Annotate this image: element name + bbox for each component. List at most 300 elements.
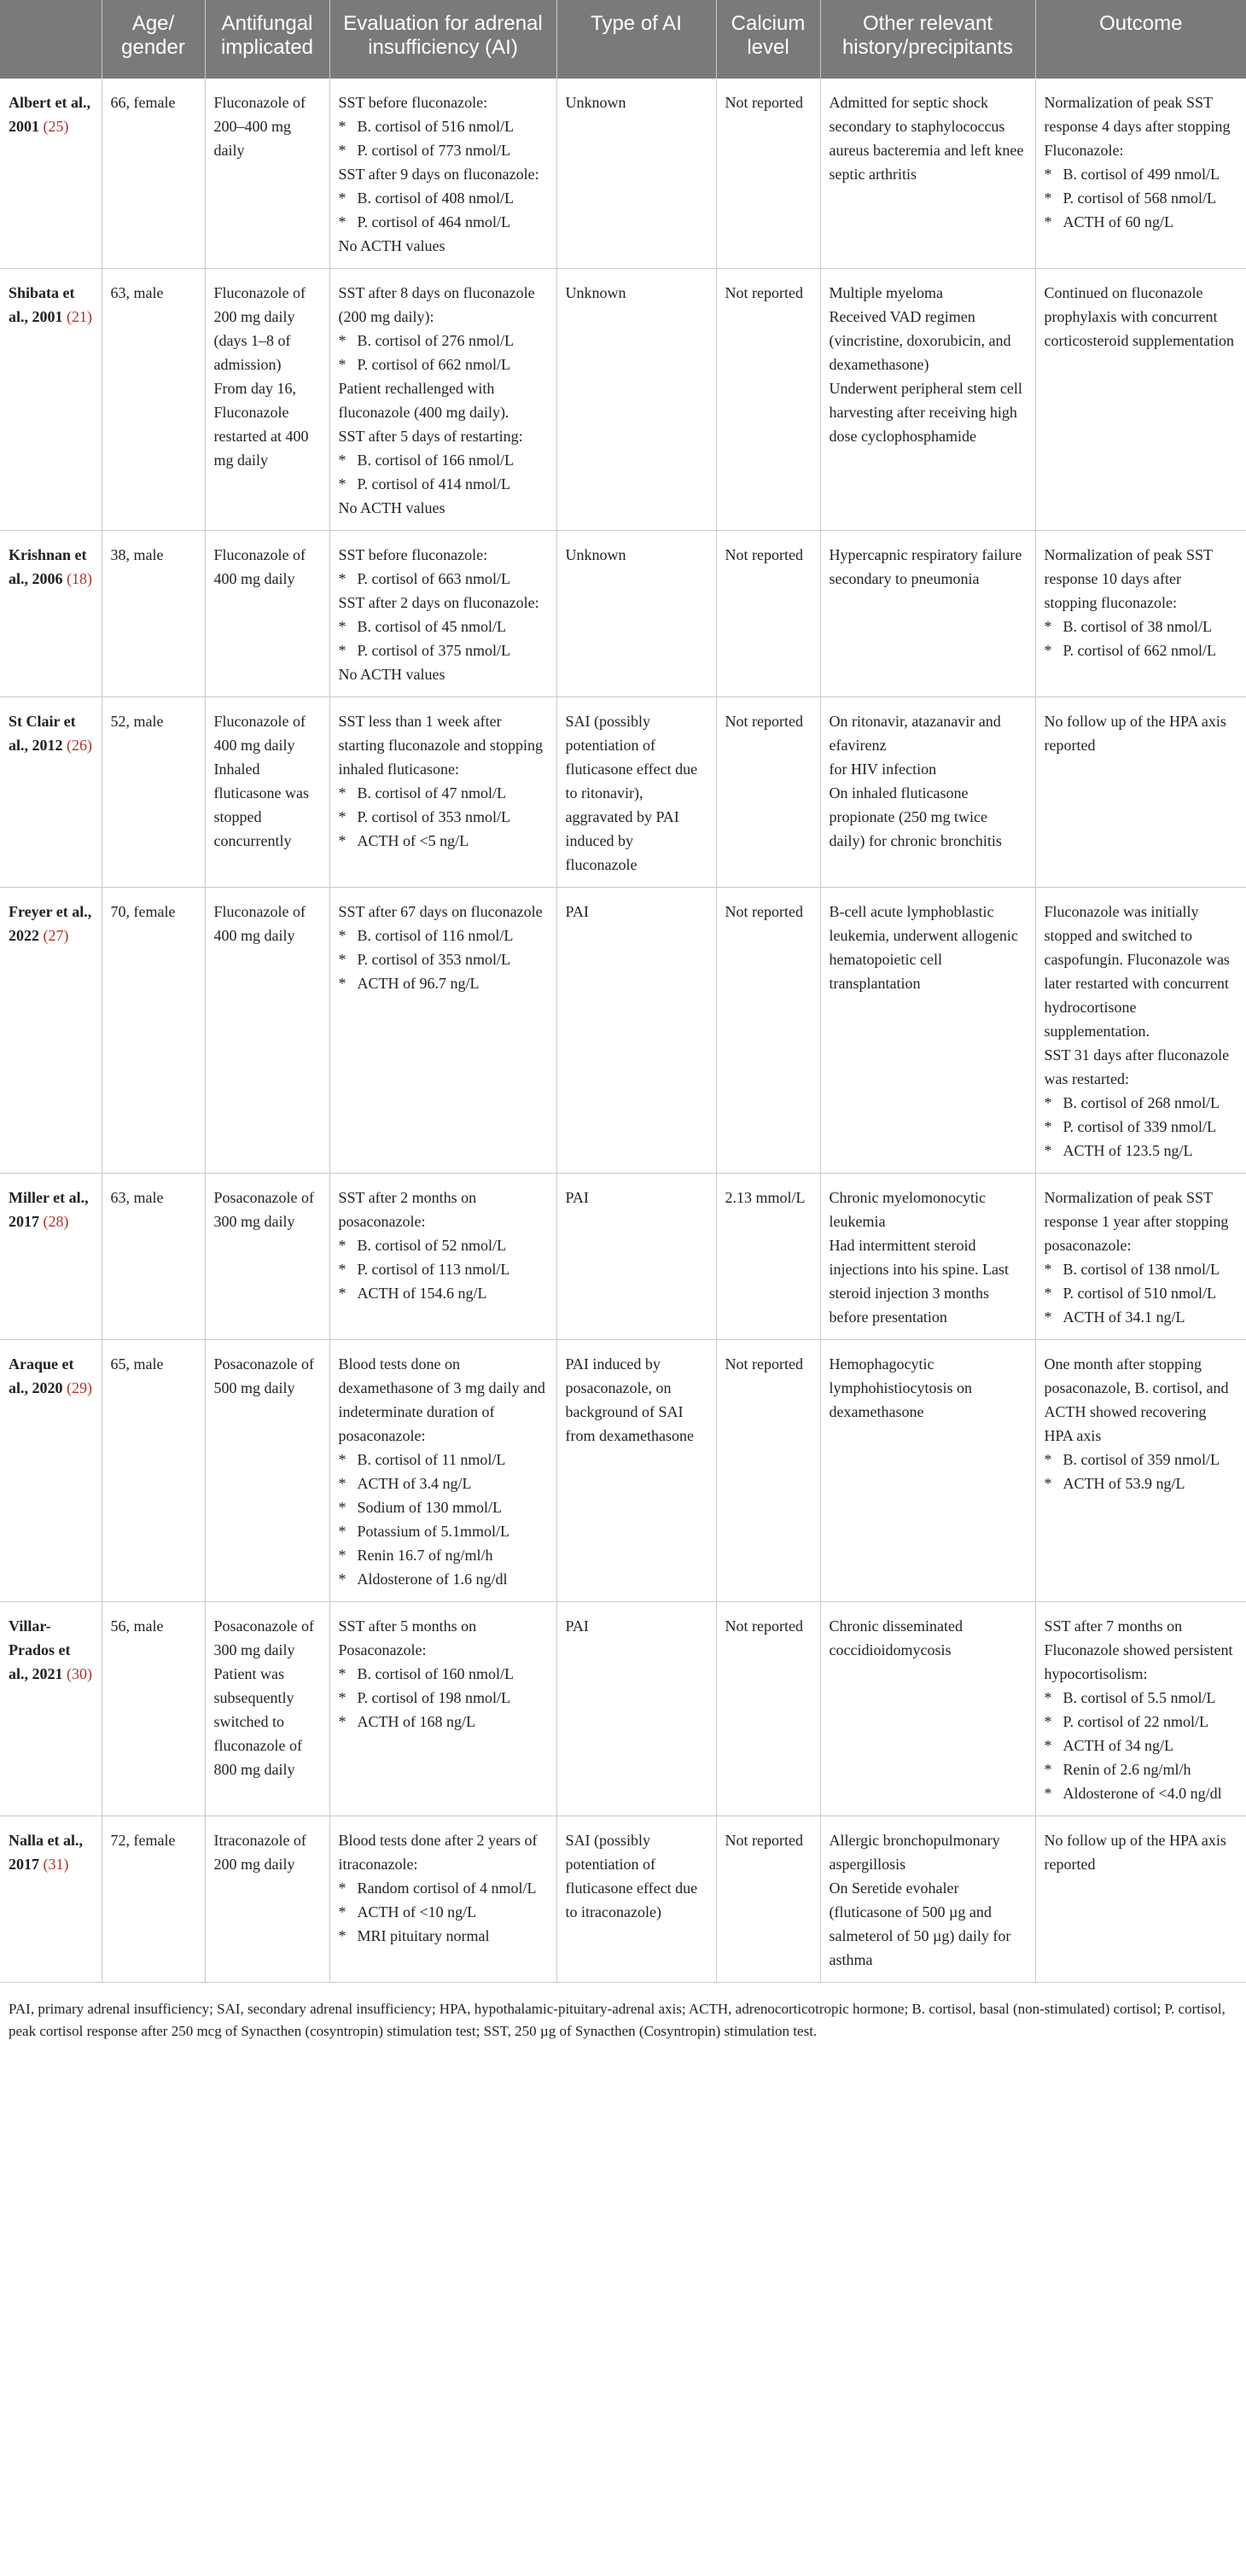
cell-study bbox=[0, 1174, 102, 1340]
cell-history bbox=[820, 697, 1035, 888]
table-header-row bbox=[0, 0, 1246, 79]
cell-line: No follow up of the HPA axis reported bbox=[1044, 713, 1226, 754]
cell-evaluation bbox=[329, 1816, 556, 1983]
cell-antifungal bbox=[205, 1602, 329, 1816]
bullet-text: ACTH of 34.1 ng/L bbox=[1063, 1308, 1185, 1326]
bullet-marker: * bbox=[338, 784, 346, 801]
cell-outcome bbox=[1035, 1816, 1246, 1983]
bullet-marker: * bbox=[338, 475, 346, 492]
header-age-gender: Age/ gender bbox=[102, 0, 205, 79]
bullet-marker: * bbox=[1044, 166, 1052, 183]
bullet-text: P. cortisol of 464 nmol/L bbox=[357, 213, 510, 230]
cell-history bbox=[820, 531, 1035, 697]
bullet-item bbox=[339, 1257, 548, 1281]
cell-line: Normalization of peak SST response 10 days after stopping fluconazole: bbox=[1044, 546, 1213, 611]
bullet-item bbox=[1045, 1305, 1238, 1329]
cell-antifungal bbox=[205, 888, 329, 1174]
bullet-item bbox=[339, 781, 548, 805]
cell-study bbox=[0, 1816, 102, 1983]
table-row bbox=[0, 1174, 1246, 1340]
cell-line: PAI induced by posaconazole, on background of SAI from dexamethasone bbox=[565, 1355, 694, 1444]
cell-line: SST after 5 months on Posaconazole: bbox=[338, 1617, 477, 1658]
cell-outcome bbox=[1035, 531, 1246, 697]
cell-line: PAI bbox=[565, 1189, 589, 1206]
cell-line: No ACTH values bbox=[338, 666, 445, 683]
cell-line: On ritonavir, atazanavir and efavirenz bbox=[829, 713, 1001, 754]
cell-outcome bbox=[1035, 1602, 1246, 1816]
bullet-text: Random cortisol of 4 nmol/L bbox=[357, 1880, 537, 1897]
cell-antifungal bbox=[205, 697, 329, 888]
table-row bbox=[0, 1602, 1246, 1816]
bullet-item bbox=[339, 1448, 548, 1472]
cell-line: Fluconazole of 400 mg daily bbox=[213, 713, 306, 754]
bullet-text: ACTH of 96.7 ng/L bbox=[357, 975, 480, 992]
cell-line: Normalization of peak SST response 1 year after stopping posaconazole: bbox=[1044, 1189, 1229, 1254]
cell-evaluation bbox=[329, 697, 556, 888]
cell-line: Posaconazole of 500 mg daily bbox=[213, 1355, 314, 1396]
bullet-marker: * bbox=[338, 642, 346, 659]
cell-outcome bbox=[1035, 888, 1246, 1174]
cell-line: SAI (possibly potentiation of fluticasone effect due to ritonavir), aggravated by PAI induced by fluconazole bbox=[565, 713, 698, 873]
bullet-text: P. cortisol of 773 nmol/L bbox=[357, 142, 510, 159]
cell-calcium: Not reported bbox=[716, 1602, 820, 1816]
bullet-text: B. cortisol of 45 nmol/L bbox=[357, 618, 506, 635]
bullet-text: ACTH of 60 ng/L bbox=[1063, 213, 1173, 230]
study-name: Krishnan et al., 2006 bbox=[9, 546, 87, 587]
bullet-text: P. cortisol of 198 nmol/L bbox=[357, 1689, 510, 1706]
cell-line: Fluconazole of 200 mg daily (days 1–8 of admission) bbox=[213, 284, 306, 373]
cell-outcome bbox=[1035, 1340, 1246, 1602]
cell-age-gender: 63, male bbox=[102, 1174, 205, 1340]
cell-line: SST after 8 days on fluconazole (200 mg daily): bbox=[338, 284, 535, 325]
table-row bbox=[0, 79, 1246, 269]
bullet-text: P. cortisol of 353 nmol/L bbox=[357, 808, 510, 825]
cell-history bbox=[820, 1816, 1035, 1983]
bullet-marker: * bbox=[1044, 1094, 1052, 1111]
bullet-item bbox=[1045, 1734, 1238, 1757]
bullet-item bbox=[1045, 1281, 1238, 1305]
cell-outcome bbox=[1035, 697, 1246, 888]
table-row bbox=[0, 1816, 1246, 1983]
bullet-item bbox=[1045, 210, 1238, 234]
cell-line: Unknown bbox=[565, 284, 626, 301]
bullet-marker: * bbox=[338, 118, 346, 135]
bullet-text: P. cortisol of 339 nmol/L bbox=[1063, 1118, 1216, 1135]
bullet-text: B. cortisol of 138 nmol/L bbox=[1063, 1261, 1220, 1278]
bullet-text: P. cortisol of 663 nmol/L bbox=[357, 570, 510, 587]
bullet-item bbox=[1045, 1781, 1238, 1805]
bullet-item bbox=[1045, 1139, 1238, 1163]
cell-line: PAI bbox=[565, 903, 589, 920]
cell-line: SST after 7 months on Fluconazole showed persistent hypocortisolism: bbox=[1044, 1617, 1233, 1682]
cell-age-gender: 65, male bbox=[102, 1340, 205, 1602]
bullet-item bbox=[339, 1900, 548, 1924]
cell-calcium: Not reported bbox=[716, 697, 820, 888]
study-name: Villar-Prados et al., 2021 bbox=[9, 1617, 71, 1682]
bullet-text: ACTH of <10 ng/L bbox=[357, 1903, 477, 1920]
bullet-text: B. cortisol of 11 nmol/L bbox=[357, 1451, 506, 1468]
bullet-marker: * bbox=[338, 332, 346, 349]
bullet-text: ACTH of 53.9 ng/L bbox=[1063, 1475, 1185, 1492]
cell-line: Blood tests done on dexamethasone of 3 mg daily and indeterminate duration of posaconazole: bbox=[338, 1355, 545, 1444]
reference-link[interactable]: (18) bbox=[67, 570, 93, 587]
cell-evaluation bbox=[329, 888, 556, 1174]
bullet-marker: * bbox=[1044, 642, 1052, 659]
bullet-marker: * bbox=[1044, 1118, 1052, 1135]
bullet-marker: * bbox=[338, 1713, 346, 1730]
cell-line: Multiple myeloma bbox=[829, 284, 943, 301]
bullet-marker: * bbox=[338, 452, 346, 469]
cell-outcome bbox=[1035, 79, 1246, 269]
cell-history bbox=[820, 888, 1035, 1174]
bullet-text: B. cortisol of 160 nmol/L bbox=[357, 1665, 514, 1682]
bullet-marker: * bbox=[338, 189, 346, 207]
cell-line: Continued on fluconazole prophylaxis with concurrent corticosteroid supplementation bbox=[1044, 284, 1234, 349]
cell-study bbox=[0, 79, 102, 269]
bullet-text: B. cortisol of 5.5 nmol/L bbox=[1063, 1689, 1216, 1706]
bullet-marker: * bbox=[338, 1880, 346, 1897]
bullet-item bbox=[339, 210, 548, 234]
bullet-text: P. cortisol of 353 nmol/L bbox=[357, 951, 510, 968]
cell-line: SST after 2 months on posaconazole: bbox=[338, 1189, 477, 1230]
cell-line: Allergic bronchopulmonary aspergillosis bbox=[829, 1832, 1000, 1873]
cell-line: Posaconazole of 300 mg daily bbox=[213, 1617, 314, 1658]
bullet-item bbox=[339, 1686, 548, 1710]
reference-link[interactable]: (26) bbox=[67, 737, 93, 754]
cell-calcium: Not reported bbox=[716, 888, 820, 1174]
bullet-marker: * bbox=[338, 1237, 346, 1254]
bullet-item bbox=[339, 805, 548, 829]
bullet-text: Potassium of 5.1mmol/L bbox=[357, 1523, 510, 1540]
cell-antifungal bbox=[205, 79, 329, 269]
cell-type-of-ai bbox=[556, 888, 716, 1174]
cell-line: Patient rechallenged with fluconazole (400 mg daily). bbox=[338, 380, 509, 421]
cell-history bbox=[820, 1174, 1035, 1340]
cell-line: Fluconazole was initially stopped and switched to caspofungin. Fluconazole was later restarted with concurrent hydrocortisone supplementation. bbox=[1044, 903, 1230, 1040]
bullet-marker: * bbox=[338, 618, 346, 635]
bullet-text: B. cortisol of 499 nmol/L bbox=[1063, 166, 1220, 183]
cell-type-of-ai bbox=[556, 79, 716, 269]
cell-line: No ACTH values bbox=[338, 237, 445, 254]
bullet-item bbox=[1045, 1091, 1238, 1115]
bullet-text: P. cortisol of 568 nmol/L bbox=[1063, 189, 1216, 207]
bullet-text: B. cortisol of 116 nmol/L bbox=[357, 927, 514, 944]
cell-line: Had intermittent steroid injections into his spine. Last steroid injection 3 months before presentation bbox=[829, 1237, 1009, 1326]
bullet-marker: * bbox=[1044, 1308, 1052, 1326]
cell-line: Itraconazole of 200 mg daily bbox=[213, 1832, 306, 1873]
cell-type-of-ai bbox=[556, 1174, 716, 1340]
bullet-item bbox=[339, 329, 548, 353]
cell-line: On inhaled fluticasone propionate (250 mg twice daily) for chronic bronchitis bbox=[829, 784, 1002, 849]
cell-line: SST 31 days after fluconazole was restarted: bbox=[1044, 1046, 1230, 1087]
cell-outcome bbox=[1035, 269, 1246, 531]
bullet-marker: * bbox=[338, 1927, 346, 1944]
cell-line: SST after 2 days on fluconazole: bbox=[338, 594, 539, 611]
cell-age-gender: 70, female bbox=[102, 888, 205, 1174]
bullet-text: ACTH of 123.5 ng/L bbox=[1063, 1142, 1193, 1159]
cell-line: SST after 5 days of restarting: bbox=[338, 428, 523, 445]
cell-calcium: Not reported bbox=[716, 269, 820, 531]
reference-link[interactable]: (21) bbox=[67, 308, 93, 325]
bullet-item bbox=[339, 1876, 548, 1900]
cell-line: Unknown bbox=[565, 546, 626, 563]
reference-link[interactable]: (27) bbox=[43, 927, 69, 944]
table-row bbox=[0, 888, 1246, 1174]
bullet-marker: * bbox=[338, 1499, 346, 1516]
bullet-item bbox=[339, 567, 548, 591]
cell-history bbox=[820, 1602, 1035, 1816]
bullet-text: P. cortisol of 375 nmol/L bbox=[357, 642, 510, 659]
cell-age-gender: 38, male bbox=[102, 531, 205, 697]
cell-line: SST before fluconazole: bbox=[338, 94, 488, 111]
bullet-text: ACTH of 168 ng/L bbox=[357, 1713, 475, 1730]
cell-age-gender: 56, male bbox=[102, 1602, 205, 1816]
cell-age-gender: 66, female bbox=[102, 79, 205, 269]
bullet-item bbox=[1045, 186, 1238, 210]
bullet-marker: * bbox=[1044, 1737, 1052, 1754]
bullet-marker: * bbox=[338, 927, 346, 944]
cell-age-gender: 52, male bbox=[102, 697, 205, 888]
cell-calcium: Not reported bbox=[716, 79, 820, 269]
cell-line: SST after 9 days on fluconazole: bbox=[338, 166, 539, 183]
cell-line: Patient was subsequently switched to fluconazole of 800 mg daily bbox=[213, 1665, 302, 1778]
cell-antifungal bbox=[205, 1816, 329, 1983]
cell-study bbox=[0, 269, 102, 531]
reference-link[interactable]: (25) bbox=[43, 118, 69, 135]
bullet-marker: * bbox=[1044, 1713, 1052, 1730]
cell-calcium: Not reported bbox=[716, 1816, 820, 1983]
bullet-marker: * bbox=[338, 1261, 346, 1278]
cell-type-of-ai bbox=[556, 531, 716, 697]
cell-outcome bbox=[1035, 1174, 1246, 1340]
bullet-text: B. cortisol of 52 nmol/L bbox=[357, 1237, 506, 1254]
bullet-marker: * bbox=[338, 1475, 346, 1492]
table-row bbox=[0, 531, 1246, 697]
reference-link[interactable]: (30) bbox=[67, 1665, 93, 1682]
cell-type-of-ai bbox=[556, 1340, 716, 1602]
bullet-item bbox=[339, 1710, 548, 1734]
bullet-marker: * bbox=[338, 1665, 346, 1682]
table-row bbox=[0, 697, 1246, 888]
cell-line: Fluconazole of 400 mg daily bbox=[213, 546, 306, 587]
cell-line: No ACTH values bbox=[338, 499, 445, 516]
cell-history bbox=[820, 269, 1035, 531]
bullet-item bbox=[339, 924, 548, 947]
bullet-item bbox=[1045, 1472, 1238, 1495]
bullet-marker: * bbox=[1044, 1451, 1052, 1468]
bullet-item bbox=[339, 1472, 548, 1495]
bullet-marker: * bbox=[1044, 1785, 1052, 1802]
bullet-item bbox=[339, 114, 548, 138]
bullet-marker: * bbox=[338, 142, 346, 159]
study-name: Albert et al., 2001 bbox=[9, 94, 90, 135]
bullet-marker: * bbox=[338, 570, 346, 587]
bullet-marker: * bbox=[338, 1547, 346, 1564]
cell-line: SST before fluconazole: bbox=[338, 546, 488, 563]
header-type-of-ai: Type of AI bbox=[556, 0, 716, 79]
bullet-item bbox=[339, 353, 548, 376]
cell-type-of-ai bbox=[556, 269, 716, 531]
reference-link[interactable]: (29) bbox=[67, 1379, 93, 1396]
cell-line: One month after stopping posaconazole, B. cortisol, and ACTH showed recovering HPA axis bbox=[1044, 1355, 1229, 1444]
bullet-marker: * bbox=[338, 213, 346, 230]
cell-line: SAI (possibly potentiation of fluticasone effect due to itraconazole) bbox=[565, 1832, 698, 1920]
bullet-marker: * bbox=[1044, 618, 1052, 635]
cell-study bbox=[0, 697, 102, 888]
bullet-marker: * bbox=[1044, 1689, 1052, 1706]
cell-type-of-ai bbox=[556, 1816, 716, 1983]
bullet-item bbox=[339, 448, 548, 472]
bullet-marker: * bbox=[338, 951, 346, 968]
cell-line: SST after 67 days on fluconazole bbox=[338, 903, 543, 920]
bullet-item bbox=[1045, 1757, 1238, 1781]
cell-line: Unknown bbox=[565, 94, 626, 111]
bullet-marker: * bbox=[1044, 1285, 1052, 1302]
header-calcium: Calcium level bbox=[716, 0, 820, 79]
bullet-text: B. cortisol of 516 nmol/L bbox=[357, 118, 514, 135]
cell-line: Received VAD regimen (vincristine, doxorubicin, and dexamethasone) bbox=[829, 308, 1011, 373]
cell-antifungal bbox=[205, 1174, 329, 1340]
bullet-item bbox=[1045, 1448, 1238, 1472]
cell-line: On Seretide evohaler (fluticasone of 500 µg and salmeterol of 50 µg) daily for asthma bbox=[829, 1880, 1011, 1968]
bullet-text: B. cortisol of 47 nmol/L bbox=[357, 784, 506, 801]
bullet-text: Renin of 2.6 ng/ml/h bbox=[1063, 1761, 1191, 1778]
bullet-item bbox=[339, 947, 548, 971]
bullet-marker: * bbox=[338, 1523, 346, 1540]
bullet-text: P. cortisol of 662 nmol/L bbox=[357, 356, 510, 373]
bullet-item bbox=[1045, 162, 1238, 186]
bullet-item bbox=[339, 1924, 548, 1948]
cell-line: for HIV infection bbox=[829, 761, 937, 778]
study-name: St Clair et al., 2012 bbox=[9, 713, 76, 754]
study-name: Freyer et al., 2022 bbox=[9, 903, 92, 944]
reference-link[interactable]: (31) bbox=[43, 1856, 69, 1873]
cell-line: Normalization of peak SST response 4 days after stopping Fluconazole: bbox=[1044, 94, 1231, 159]
bullet-item bbox=[339, 138, 548, 162]
cell-line: PAI bbox=[565, 1617, 589, 1635]
study-name: Miller et al., 2017 bbox=[9, 1189, 89, 1230]
cell-line: No follow up of the HPA axis reported bbox=[1044, 1832, 1226, 1873]
bullet-text: ACTH of 34 ng/L bbox=[1063, 1737, 1173, 1754]
bullet-marker: * bbox=[338, 975, 346, 992]
bullet-item bbox=[1045, 1710, 1238, 1734]
cell-calcium: 2.13 mmol/L bbox=[716, 1174, 820, 1340]
bullet-text: P. cortisol of 113 nmol/L bbox=[357, 1261, 510, 1278]
cell-line: B-cell acute lymphoblastic leukemia, underwent allogenic hematopoietic cell transplantation bbox=[829, 903, 1018, 992]
bullet-text: B. cortisol of 276 nmol/L bbox=[357, 332, 514, 349]
cell-evaluation bbox=[329, 269, 556, 531]
bullet-item bbox=[339, 472, 548, 496]
bullet-item bbox=[339, 829, 548, 853]
cell-evaluation bbox=[329, 1340, 556, 1602]
cell-study bbox=[0, 1340, 102, 1602]
cell-type-of-ai bbox=[556, 1602, 716, 1816]
header-evaluation: Evaluation for adrenal insufficiency (AI) bbox=[329, 0, 556, 79]
bullet-item bbox=[1045, 1686, 1238, 1710]
bullet-item bbox=[339, 638, 548, 662]
bullet-marker: * bbox=[338, 808, 346, 825]
bullet-marker: * bbox=[1044, 1261, 1052, 1278]
bullet-marker: * bbox=[338, 1451, 346, 1468]
bullet-text: B. cortisol of 408 nmol/L bbox=[357, 189, 514, 207]
cell-age-gender: 72, female bbox=[102, 1816, 205, 1983]
bullet-marker: * bbox=[1044, 213, 1052, 230]
bullet-marker: * bbox=[338, 1903, 346, 1920]
bullet-text: P. cortisol of 414 nmol/L bbox=[357, 475, 510, 492]
bullet-item bbox=[339, 971, 548, 995]
cell-line: Chronic myelomonocytic leukemia bbox=[829, 1189, 986, 1230]
header-antifungal: Antifungal implicated bbox=[205, 0, 329, 79]
bullet-item bbox=[339, 1662, 548, 1686]
study-name: Nalla et al., 2017 bbox=[9, 1832, 83, 1873]
bullet-item bbox=[339, 186, 548, 210]
study-name: Shibata et al., 2001 bbox=[9, 284, 75, 325]
cell-study bbox=[0, 888, 102, 1174]
cell-line: Blood tests done after 2 years of itraconazole: bbox=[338, 1832, 538, 1873]
bullet-text: B. cortisol of 38 nmol/L bbox=[1063, 618, 1212, 635]
table-body bbox=[0, 79, 1246, 1983]
bullet-item bbox=[339, 1519, 548, 1543]
table-footnote: PAI, primary adrenal insufficiency; SAI, secondary adrenal insufficiency; HPA, hypothalamic-pituitary-adrenal axis; ACTH, adrenocorticotropic hormone; B. cortisol, basal (non-stimulated) cortisol; P. cortisol, peak cortisol response after 250 mcg of Synacthen (cosyntropin) stimulation test; SST, 250 µg of Synacthen (Cosyntropin) stimulation test. bbox=[9, 2001, 1226, 2039]
bullet-text: B. cortisol of 268 nmol/L bbox=[1063, 1094, 1220, 1111]
bullet-item bbox=[1045, 638, 1238, 662]
bullet-item bbox=[1045, 1257, 1238, 1281]
cell-line: SST less than 1 week after starting fluconazole and stopping inhaled fluticasone: bbox=[338, 713, 543, 778]
study-name: Araque et al., 2020 bbox=[9, 1355, 74, 1396]
cell-calcium: Not reported bbox=[716, 531, 820, 697]
bullet-text: Aldosterone of <4.0 ng/dl bbox=[1063, 1785, 1222, 1802]
cell-line: Posaconazole of 300 mg daily bbox=[213, 1189, 314, 1230]
bullet-marker: * bbox=[1044, 1761, 1052, 1778]
cell-antifungal bbox=[205, 531, 329, 697]
cell-study bbox=[0, 531, 102, 697]
cell-line: Hemophagocytic lymphohistiocytosis on dexamethasone bbox=[829, 1355, 973, 1420]
cell-antifungal bbox=[205, 1340, 329, 1602]
bullet-text: MRI pituitary normal bbox=[357, 1927, 490, 1944]
table-row bbox=[0, 1340, 1246, 1602]
bullet-item bbox=[339, 1567, 548, 1591]
bullet-text: ACTH of 3.4 ng/L bbox=[357, 1475, 472, 1492]
bullet-text: P. cortisol of 662 nmol/L bbox=[1063, 642, 1216, 659]
cell-antifungal bbox=[205, 269, 329, 531]
reference-link[interactable]: (28) bbox=[43, 1213, 69, 1230]
cell-evaluation bbox=[329, 1174, 556, 1340]
bullet-text: P. cortisol of 22 nmol/L bbox=[1063, 1713, 1208, 1730]
cell-line: Admitted for septic shock secondary to staphylococcus aureus bacteremia and left knee septic arthritis bbox=[829, 94, 1024, 183]
bullet-marker: * bbox=[1044, 189, 1052, 207]
cell-evaluation bbox=[329, 531, 556, 697]
bullet-text: ACTH of 154.6 ng/L bbox=[357, 1285, 487, 1302]
cell-line: Hypercapnic respiratory failure secondary to pneumonia bbox=[829, 546, 1022, 587]
cell-line: Inhaled fluticasone was stopped concurrently bbox=[213, 761, 309, 849]
cell-line: Underwent peripheral stem cell harvesting after receiving high dose cyclophosphamide bbox=[829, 380, 1022, 445]
cell-evaluation bbox=[329, 79, 556, 269]
cell-evaluation bbox=[329, 1602, 556, 1816]
bullet-item bbox=[339, 1495, 548, 1519]
bullet-item bbox=[339, 615, 548, 638]
cell-line: Fluconazole of 400 mg daily bbox=[213, 903, 306, 944]
header-history: Other relevant history/precipitants bbox=[820, 0, 1035, 79]
bullet-text: B. cortisol of 359 nmol/L bbox=[1063, 1451, 1220, 1468]
header-outcome: Outcome bbox=[1035, 0, 1246, 79]
cell-history bbox=[820, 1340, 1035, 1602]
bullet-text: B. cortisol of 166 nmol/L bbox=[357, 452, 514, 469]
bullet-text: ACTH of <5 ng/L bbox=[357, 832, 469, 849]
bullet-marker: * bbox=[338, 1689, 346, 1706]
bullet-marker: * bbox=[338, 1285, 346, 1302]
header-study bbox=[0, 0, 102, 79]
bullet-marker: * bbox=[1044, 1142, 1052, 1159]
